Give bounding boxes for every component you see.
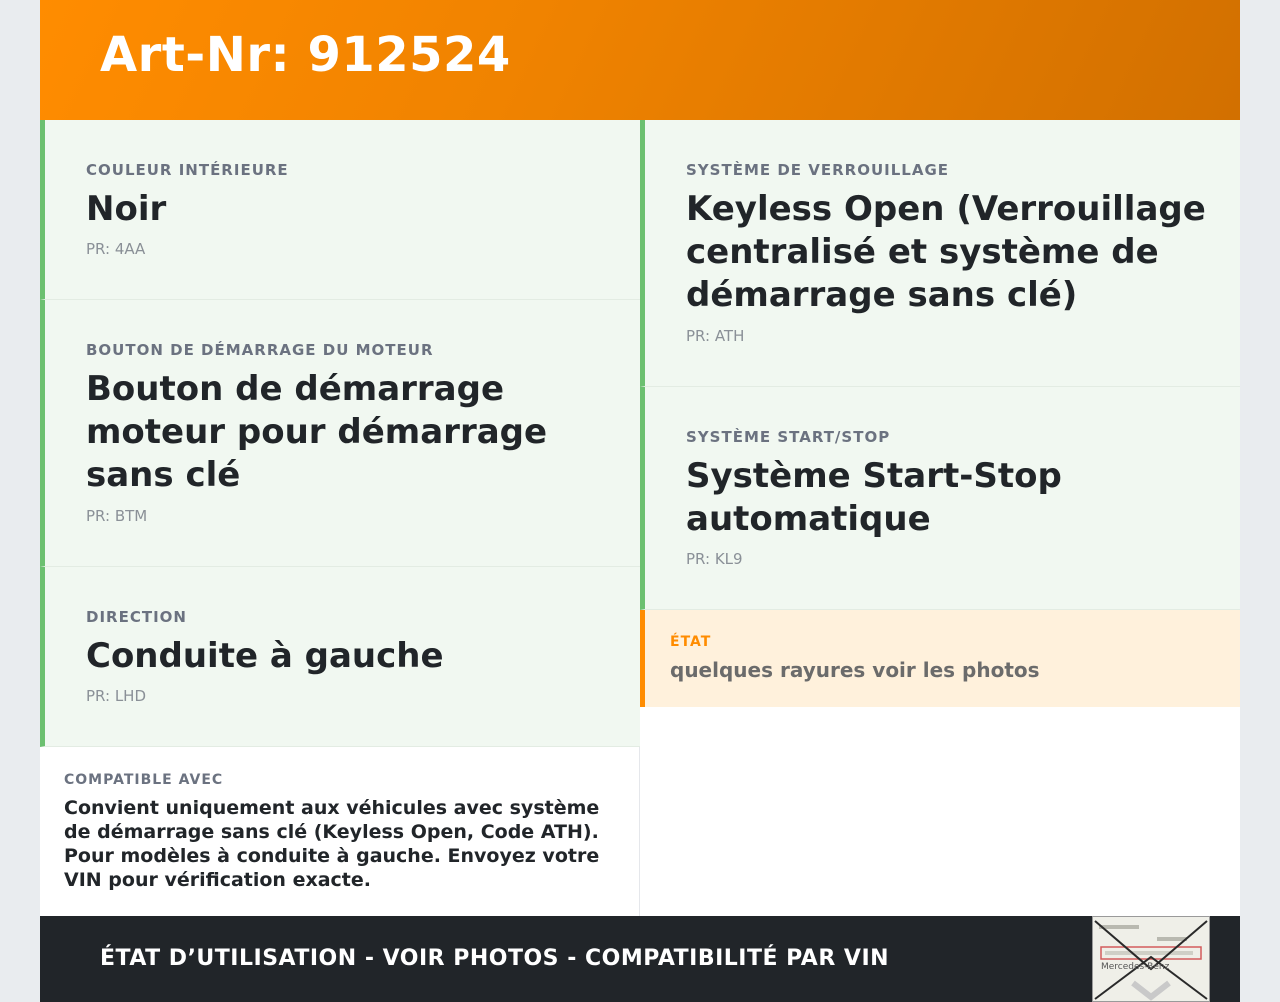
spec-start-button (40, 300, 640, 567)
spec-pr-code: PR: LHD (86, 687, 147, 705)
spec-label: SYSTÈME START/STOP (686, 428, 891, 446)
condition-label: ÉTAT (670, 634, 712, 650)
spec-label: BOUTON DE DÉMARRAGE DU MOTEUR (86, 341, 434, 359)
spec-value: Keyless Open (Verrouillage centralisé et système de démarrage sans clé) (686, 189, 1206, 315)
condition-text: quelques rayures voir les photos (670, 658, 1040, 682)
spec-pr-code: PR: ATH (686, 327, 745, 345)
spec-value: Noir (86, 189, 167, 229)
spec-label: DIRECTION (86, 608, 187, 626)
label-photo-icon (1093, 917, 1209, 1001)
vehicle-label-thumbnail[interactable] (1092, 916, 1210, 1002)
spec-label: SYSTÈME DE VERROUILLAGE (686, 161, 950, 179)
footer-bar (40, 916, 1240, 1002)
spec-pr-code: PR: KL9 (686, 550, 743, 568)
spec-pr-code: PR: 4AA (86, 240, 146, 258)
article-number-title: Art-Nr: 912524 (100, 27, 511, 83)
condition-box (640, 610, 1240, 707)
spec-start-stop (640, 387, 1240, 610)
spec-steering (40, 567, 640, 747)
spec-locking-system (640, 120, 1240, 387)
spec-value: Système Start-Stop automatique (686, 456, 1062, 539)
spec-interior-color (40, 120, 640, 300)
spec-value: Conduite à gauche (86, 636, 444, 676)
spec-label: COULEUR INTÉRIEURE (86, 161, 289, 179)
spec-value: Bouton de démarrage moteur pour démarrage sans clé (86, 369, 548, 495)
compatibility-box (40, 747, 640, 916)
product-sheet (40, 0, 1240, 1002)
svg-text:Mercedes-Benz: Mercedes-Benz (1101, 962, 1170, 972)
footer-text: ÉTAT D’UTILISATION - VOIR PHOTOS - COMPATIBILITÉ PAR VIN (100, 946, 890, 971)
header-banner (40, 0, 1240, 120)
compatibility-text: Convient uniquement aux véhicules avec système de démarrage sans clé (Keyless Open, Code ATH). Pour modèles à conduite à gauche. Envoyez votre VIN pour vérification exacte. (64, 797, 600, 891)
compatibility-label: COMPATIBLE AVEC (64, 772, 224, 788)
spec-pr-code: PR: BTM (86, 507, 148, 525)
